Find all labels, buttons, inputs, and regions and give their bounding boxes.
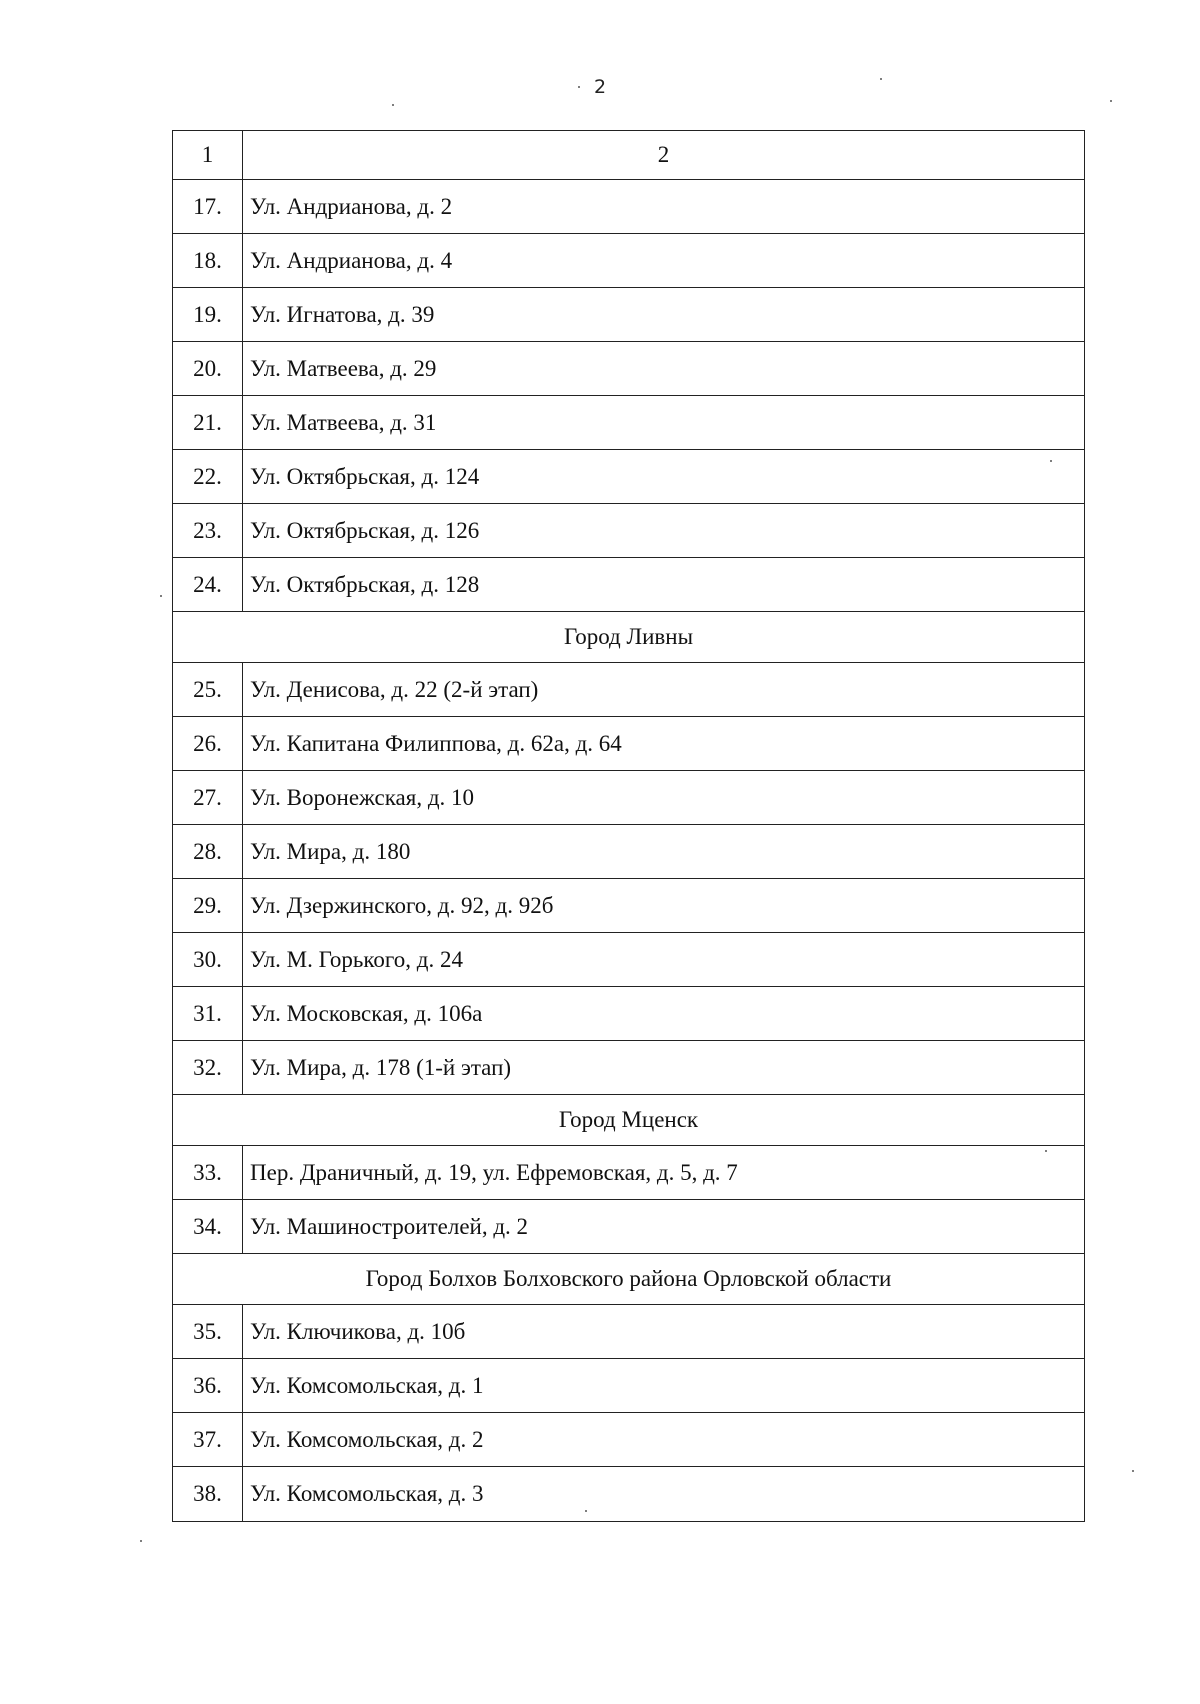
row-address: Ул. Ключикова, д. 10б	[250, 1318, 466, 1344]
table-row	[173, 1467, 1084, 1521]
table-header-row	[173, 131, 1084, 180]
table-row	[173, 288, 1084, 342]
table-row	[173, 663, 1084, 717]
row-address: Ул. Комсомольская, д. 2	[250, 1426, 484, 1452]
row-number: 25.	[173, 663, 243, 716]
row-number: 17.	[173, 180, 243, 233]
scan-speck	[880, 78, 882, 80]
row-address: Ул. Капитана Филиппова, д. 62а, д. 64	[250, 730, 622, 756]
header-col-number: 1	[173, 131, 243, 179]
scan-speck	[140, 1540, 142, 1542]
row-number: 32.	[173, 1041, 243, 1094]
scan-speck	[585, 1510, 587, 1512]
row-address: Пер. Драничный, д. 19, ул. Ефремовская, д. 5, д. 7	[250, 1159, 738, 1185]
row-address: Ул. Мира, д. 180	[250, 838, 411, 864]
row-number: 23.	[173, 504, 243, 557]
row-number: 18.	[173, 234, 243, 287]
scan-speck	[1110, 100, 1112, 102]
row-number: 29.	[173, 879, 243, 932]
scan-speck	[1132, 1470, 1134, 1472]
table-row	[173, 933, 1084, 987]
row-address: Ул. Андрианова, д. 4	[250, 247, 453, 273]
table-row	[173, 1200, 1084, 1254]
table-row	[173, 1305, 1084, 1359]
row-address: Ул. Комсомольская, д. 1	[250, 1372, 484, 1398]
table-row	[173, 1413, 1084, 1467]
row-address: Ул. Октябрьская, д. 126	[250, 517, 480, 543]
row-address: Ул. Машиностроителей, д. 2	[250, 1213, 529, 1239]
row-number: 36.	[173, 1359, 243, 1412]
row-address: Ул. Дзержинского, д. 92, д. 92б	[250, 892, 554, 918]
table-row	[173, 504, 1084, 558]
scan-speck	[392, 104, 394, 106]
row-number: 22.	[173, 450, 243, 503]
table-row	[173, 825, 1084, 879]
row-number: 34.	[173, 1200, 243, 1253]
table-row	[173, 987, 1084, 1041]
row-number: 20.	[173, 342, 243, 395]
row-address: Ул. Московская, д. 106а	[250, 1000, 483, 1026]
row-address: Ул. Игнатова, д. 39	[250, 301, 435, 327]
row-number: 31.	[173, 987, 243, 1040]
table-row	[173, 180, 1084, 234]
header-col-address: 2	[657, 142, 670, 167]
row-number: 38.	[173, 1467, 243, 1521]
page-number: 2	[593, 76, 607, 98]
row-address: Ул. М. Горького, д. 24	[250, 946, 463, 972]
section-heading-livny: Город Ливны	[173, 612, 1084, 663]
table-row	[173, 342, 1084, 396]
row-address: Ул. Октябрьская, д. 124	[250, 463, 480, 489]
table-row	[173, 771, 1084, 825]
table-row	[173, 234, 1084, 288]
row-number: 19.	[173, 288, 243, 341]
row-address: Ул. Матвеева, д. 31	[250, 409, 437, 435]
row-number: 33.	[173, 1146, 243, 1199]
row-address: Ул. Андрианова, д. 2	[250, 193, 453, 219]
row-number: 37.	[173, 1413, 243, 1466]
scan-speck	[578, 86, 580, 88]
section-heading-bolkhov: Город Болхов Болховского района Орловской области	[173, 1254, 1084, 1305]
table-row	[173, 1041, 1084, 1095]
row-number: 28.	[173, 825, 243, 878]
scan-speck	[1045, 1150, 1047, 1152]
row-number: 21.	[173, 396, 243, 449]
table-row	[173, 879, 1084, 933]
row-number: 35.	[173, 1305, 243, 1358]
row-address: Ул. Октябрьская, д. 128	[250, 571, 480, 597]
row-number: 27.	[173, 771, 243, 824]
table-row	[173, 1359, 1084, 1413]
table-row	[173, 717, 1084, 771]
scan-speck	[1050, 460, 1052, 462]
section-heading-mtsensk: Город Мценск	[173, 1095, 1084, 1146]
table-row	[173, 1146, 1084, 1200]
row-address: Ул. Мира, д. 178 (1-й этап)	[250, 1054, 512, 1080]
table-row	[173, 396, 1084, 450]
row-address: Ул. Денисова, д. 22 (2-й этап)	[250, 676, 539, 702]
scan-speck	[160, 595, 162, 597]
table-row	[173, 558, 1084, 612]
table-row	[173, 450, 1084, 504]
address-table	[172, 130, 1085, 1522]
row-address: Ул. Комсомольская, д. 3	[250, 1481, 484, 1506]
row-number: 24.	[173, 558, 243, 611]
row-number: 26.	[173, 717, 243, 770]
row-number: 30.	[173, 933, 243, 986]
row-address: Ул. Матвеева, д. 29	[250, 355, 437, 381]
row-address: Ул. Воронежская, д. 10	[250, 784, 475, 810]
